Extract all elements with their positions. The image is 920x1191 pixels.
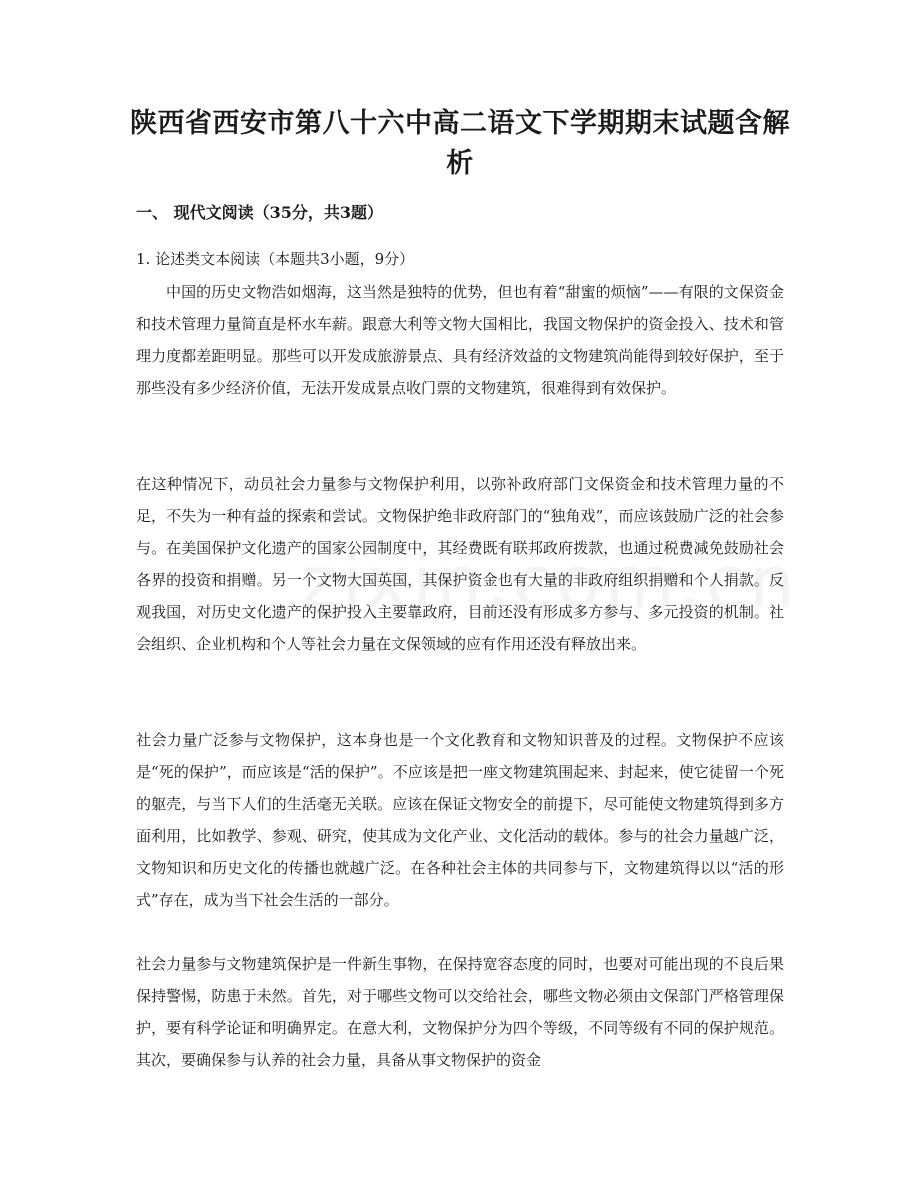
paragraph-3: 社会力量广泛参与文物保护，这本身也是一个文化教育和文物知识普及的过程。文物保护不应该是“死的保护”，而应该是“活的保护”。不应该是把一座文物建筑围起来、封起来，使它徒留一个死的躯壳，与当下人们的生活毫无关联。应该在保证文物安全的前提下，尽可能使文物建筑得到多方面利用，比如教学、参观、研究，使其成为文化产业、文化活动的载体。参与的社会力量越广泛，文物知识和历史文化的传播也就越广泛。在各种社会主体的共同参与下，文物建筑得以以“活的形式”存在，成为当下社会生活的一部分。 bbox=[136, 731, 784, 909]
paragraph-2: 在这种情况下，动员社会力量参与文物保护利用，以弥补政府部门文保资金和技术管理力量的不足，不失为一种有益的探索和尝试。文物保护绝非政府部门的“独角戏”，而应该鼓励广泛的社会参与。在美国保护文化遗产的国家公园制度中，其经费既有联邦政府拨款，也通过税费减免鼓励社会各界的投资和捐赠。另一个文物大国英国，其保护资金也有大量的非政府组织捐赠和个人捐款。反观我国，对历史文化遗产的保护投入主要靠政府，目前还没有形成多方参与、多元投资的机制。社会组织、企业机构和个人等社会力量在文保领域的应有作用还没有释放出来。 bbox=[136, 475, 784, 653]
paragraph-4: 社会力量参与文物建筑保护是一件新生事物，在保持宽容态度的同时，也要对可能出现的不良后果保持警惕，防患于未然。首先，对于哪些文物可以交给社会，哪些文物必须由文保部门严格管理保护，要有科学论证和明确界定。在意大利，文物保护分为四个等级，不同等级有不同的保护规范。其次，要确保参与认养的社会力量，具备从事文物保护的资金 bbox=[136, 955, 784, 1069]
document-title: 陕西省西安市第八十六中高二语文下学期期末试题含解析 bbox=[130, 108, 790, 179]
question-label: 1. 论述类文本阅读（本题共3小题，9分） bbox=[136, 250, 415, 268]
paragraph-1: 中国的历史文物浩如烟海，这当然是独特的优势，但也有着“甜蜜的烦恼”——有限的文保资金和技术管理力量简直是杯水车薪。跟意大利等文物大国相比，我国文物保护的资金投入、技术和管理力度都差距明显。那些可以开发成旅游景点、具有经济效益的文物建筑尚能得到较好保护，至于那些没有多少经济价值，无法开发成景点收门票的文物建筑，很难得到有效保护。 bbox=[136, 283, 784, 397]
section-heading: 一、 现代文阅读（35分，共3题） bbox=[136, 203, 383, 222]
